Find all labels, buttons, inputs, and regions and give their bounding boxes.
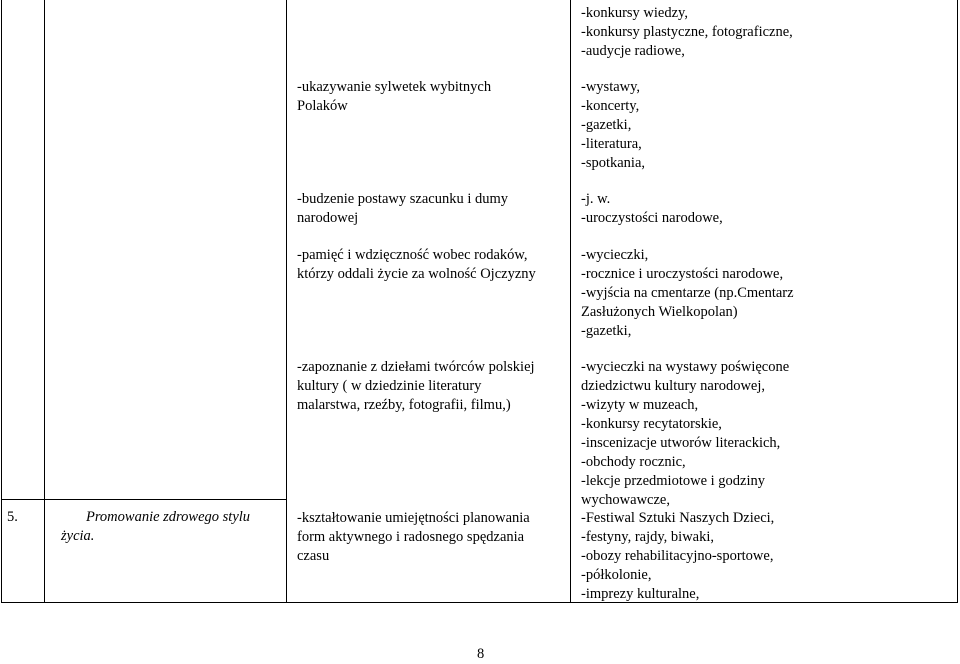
form-line: -audycje radiowe, — [581, 43, 685, 59]
goal-line: -pamięć i wdzięczność wobec rodaków, — [297, 247, 528, 263]
form-line: -literatura, — [581, 136, 642, 152]
form-block-2 — [581, 78, 645, 173]
goal-line: narodowej — [297, 210, 359, 226]
form-line: -wystawy, — [581, 79, 641, 95]
goal-line: Polaków — [297, 98, 348, 114]
form-line: -koncerty, — [581, 98, 640, 114]
form-block-4 — [581, 246, 794, 341]
form-line: -festyny, rajdy, biwaki, — [581, 529, 715, 545]
form-line: -konkursy wiedzy, — [581, 5, 688, 21]
topic-line-2: życia. — [61, 528, 95, 544]
goal-line: form aktywnego i radosnego spędzania — [297, 529, 525, 545]
form-block-1 — [581, 4, 793, 61]
form-line: -gazetki, — [581, 117, 632, 133]
goal-block-1 — [297, 78, 491, 116]
table-col-divider-1 — [44, 0, 45, 603]
form-line: -obozy rehabilitacyjno-sportowe, — [581, 548, 774, 564]
form-block-6 — [581, 509, 774, 604]
goal-block-5 — [297, 509, 530, 566]
page-number: 8 — [477, 646, 485, 662]
form-line: -wycieczki na wystawy poświęcone — [581, 359, 790, 375]
goal-line: -budzenie postawy szacunku i dumy — [297, 191, 509, 207]
form-line: -konkursy plastyczne, fotograficzne, — [581, 24, 793, 40]
table-row-divider-5 — [1, 499, 286, 500]
goal-line: malarstwa, rzeźby, fotografii, filmu,) — [297, 397, 511, 413]
goal-line: -ukazywanie sylwetek wybitnych — [297, 79, 492, 95]
goal-block-3 — [297, 246, 536, 284]
form-line: -obchody rocznic, — [581, 454, 686, 470]
form-line: -konkursy recytatorskie, — [581, 416, 722, 432]
goal-line: kultury ( w dziedzinie literatury — [297, 378, 482, 394]
goal-line: -kształtowanie umiejętności planowania — [297, 510, 530, 526]
table-col-divider-3 — [570, 0, 571, 603]
form-line: Zasłużonych Wielkopolan) — [581, 304, 738, 320]
table-border-left — [1, 0, 2, 603]
goal-block-4 — [297, 358, 535, 415]
form-line: dziedzictwu kultury narodowej, — [581, 378, 766, 394]
form-line: -Festiwal Sztuki Naszych Dzieci, — [581, 510, 775, 526]
table-border-bottom — [1, 602, 958, 603]
table-border-right — [957, 0, 958, 603]
goal-line: czasu — [297, 548, 330, 564]
table-col-divider-2 — [286, 0, 287, 603]
form-line: -inscenizacje utworów literackich, — [581, 435, 781, 451]
form-line: -półkolonie, — [581, 567, 652, 583]
form-line: -wycieczki, — [581, 247, 649, 263]
form-line: -j. w. — [581, 191, 611, 207]
form-line: -imprezy kulturalne, — [581, 586, 700, 602]
form-block-5 — [581, 358, 789, 510]
form-line: -gazetki, — [581, 323, 632, 339]
form-line: -wizyty w muzeach, — [581, 397, 699, 413]
form-block-3 — [581, 190, 723, 228]
form-line: wychowawcze, — [581, 492, 670, 508]
form-line: -spotkania, — [581, 155, 646, 171]
goal-block-2 — [297, 190, 508, 228]
row-number: 5. — [7, 509, 18, 525]
form-line: -wyjścia na cmentarze (np.Cmentarz — [581, 285, 794, 301]
form-line: -rocznice i uroczystości narodowe, — [581, 266, 784, 282]
form-line: -lekcje przedmiotowe i godziny — [581, 473, 766, 489]
goal-line: -zapoznanie z dziełami twórców polskiej — [297, 359, 535, 375]
goal-line: którzy oddali życie za wolność Ojczyzny — [297, 266, 536, 282]
form-line: -uroczystości narodowe, — [581, 210, 723, 226]
topic-cell — [52, 508, 284, 546]
topic-line-1: Promowanie zdrowego stylu — [85, 509, 251, 525]
